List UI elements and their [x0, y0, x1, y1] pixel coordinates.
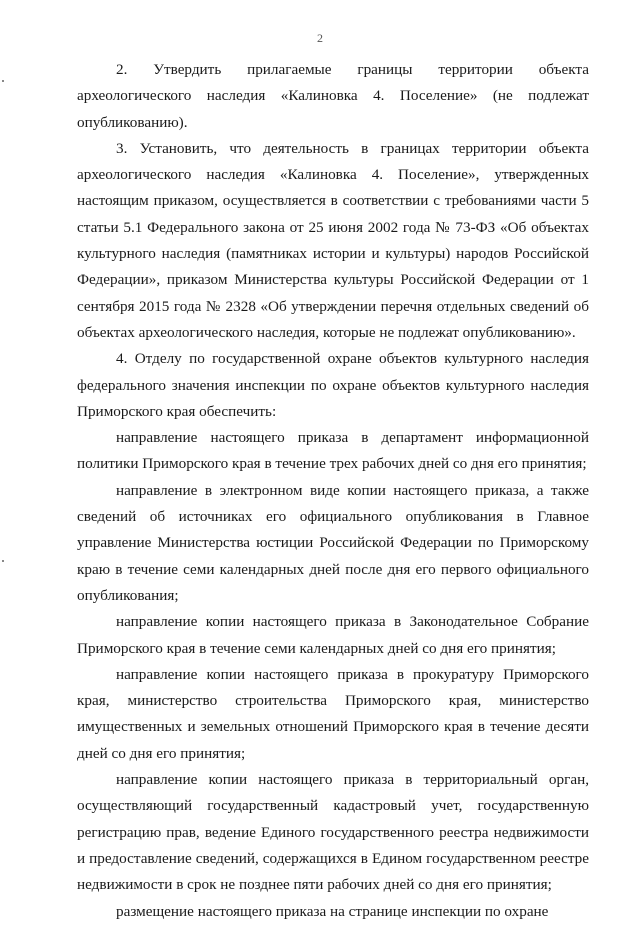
paragraph-item-3: 3. Установить, что деятельность в границах территории объекта археологического наследия «Калиновка 4. Поселение», утвержденных настоящим приказом, осуществляется в соответствии с требованиями части 5 статьи 5.1 Федерального закона от 25 июня 2002 года № 73-ФЗ «Об объектах культурного наследия (памятниках истории и культуры) народов Российской Федерации», приказом Министерства культуры Российской Федерации от 1 сентября 2015 года № 2328 «Об утверждении перечня отдельных сведений об объектах археологического наследия, которые не подлежат опубликованию». [77, 139, 589, 341]
paragraph-item-2: 2. Утвердить прилагаемые границы территории объекта археологического наследия «Калиновка 4. Поселение» (не подлежат опубликованию). [77, 61, 589, 131]
scan-edge-mark [2, 560, 4, 562]
paragraph-subitem-cadastral: направление копии настоящего приказа в территориальный орган, осуществляющий государственный кадастровый учет, государственную регистрацию прав, ведение Единого государственного реестра недвижимости и предоставление сведений, содержащихся в Едином государственном реестре недвижимости в срок не позднее пяти рабочих дней со дня его принятия; [77, 771, 589, 894]
paragraph-subitem-placement: размещение настоящего приказа на странице инспекции по охране [116, 902, 549, 920]
paragraph-subitem-department: направление настоящего приказа в департамент информационной политики Приморского края в течение трех рабочих дней со дня его принятия; [77, 429, 589, 473]
paragraph-subitem-prosecutor: направление копии настоящего приказа в прокуратуру Приморского края, министерство строительства Приморского края, министерство имущественных и земельных отношений Приморского края в течение десяти дней со дня его принятия; [77, 665, 589, 762]
page-number: 2 [317, 31, 323, 45]
paragraph-subitem-legislative-assembly: направление копии настоящего приказа в Законодательное Собрание Приморского края в течение семи календарных дней со дня его принятия; [77, 613, 589, 657]
paragraph-item-4: 4. Отделу по государственной охране объектов культурного наследия федерального значения инспекции по охране объектов культурного наследия Приморского края обеспечить: [77, 350, 589, 420]
document-body [77, 57, 589, 925]
paragraph-subitem-ministry-justice: направление в электронном виде копии настоящего приказа, а также сведений об источниках его официального опубликования в Главное управление Министерства юстиции Российской Федерации по Приморскому краю в течение семи календарных дней после дня его первого официального опубликования; [77, 481, 589, 604]
scan-edge-mark [2, 80, 4, 82]
